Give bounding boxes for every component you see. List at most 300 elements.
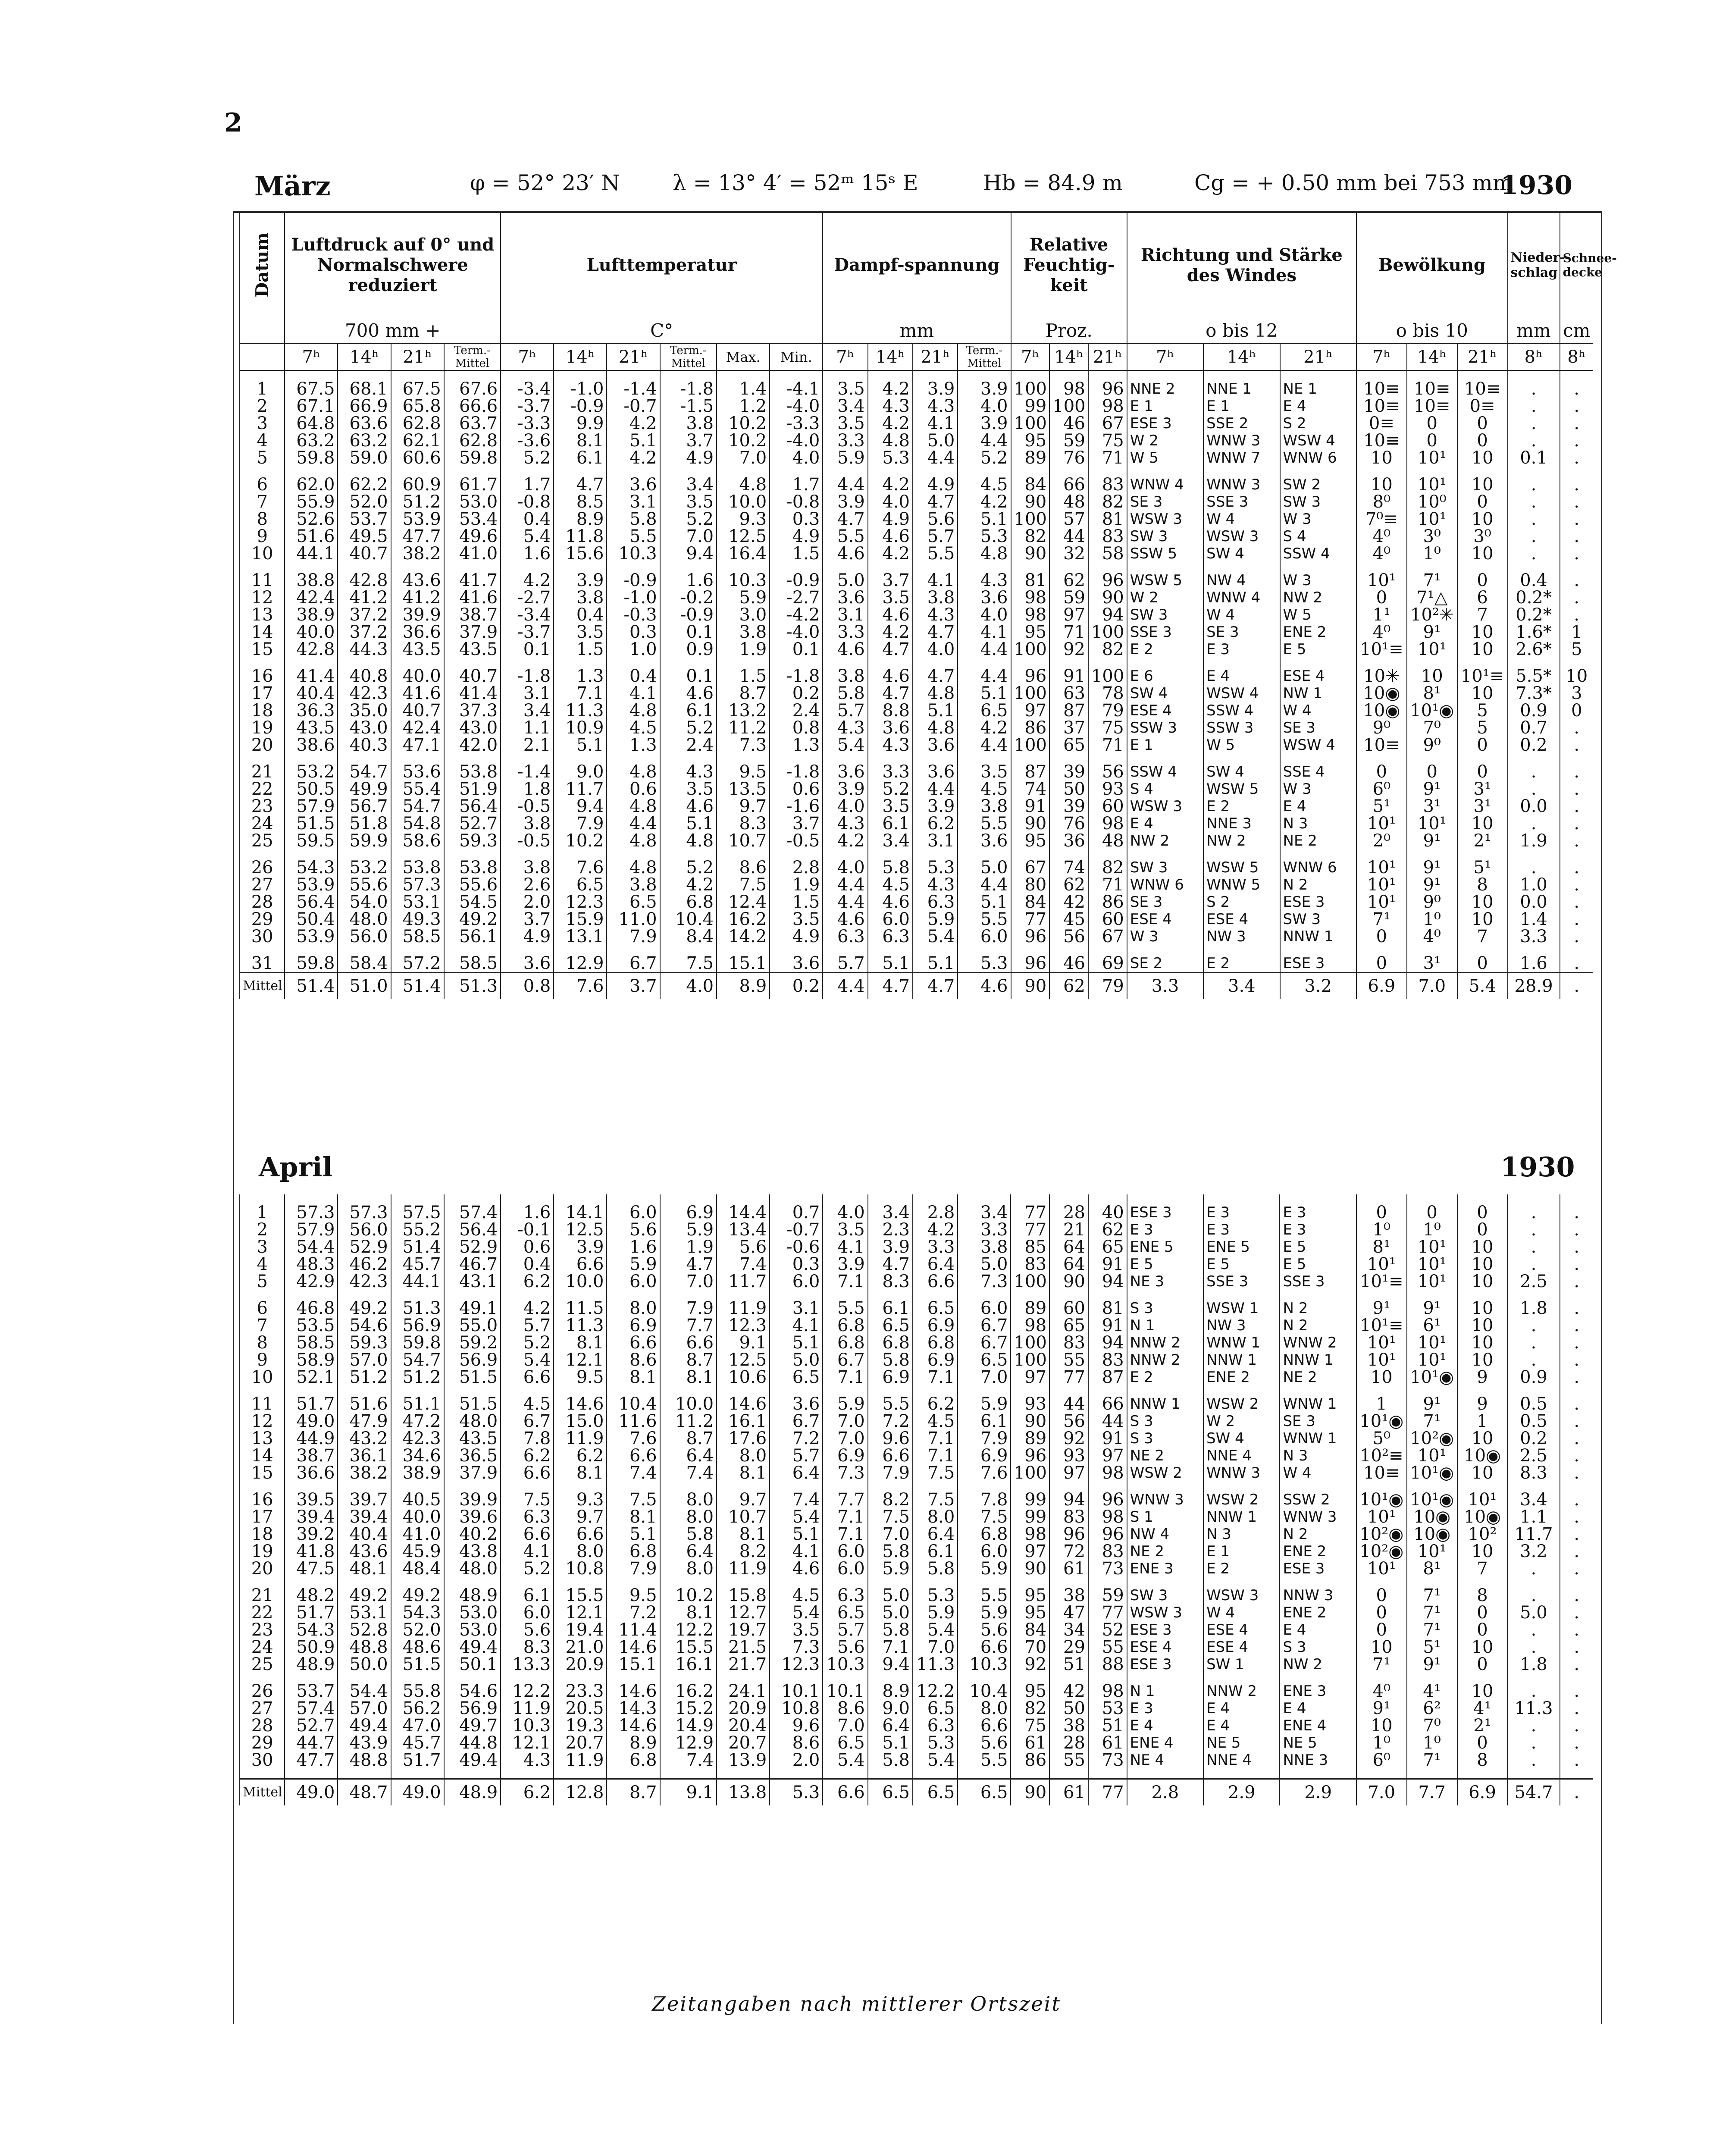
h-14: 14ʰ <box>338 344 391 370</box>
table-cell: 20 <box>240 736 285 754</box>
table-cell: 94 <box>1049 1491 1088 1508</box>
table-cell: . <box>1560 493 1593 511</box>
table-cell: 10²≡ <box>1356 1447 1407 1464</box>
table-cell: 8.1 <box>717 1526 770 1543</box>
table-cell: 26 <box>240 1683 285 1700</box>
table-cell: 38.7 <box>444 606 501 624</box>
table-cell: 10◉ <box>1457 1447 1508 1464</box>
table-cell: . <box>1560 893 1593 911</box>
table-cell: 0.4 <box>607 667 660 685</box>
table-cell: . <box>1560 1300 1593 1317</box>
table-cell: 6⁰ <box>1356 1752 1407 1769</box>
table-cell: 96 <box>1049 1526 1088 1543</box>
table-cell: 50.5 <box>285 780 338 798</box>
table-cell: 3.6 <box>823 763 867 780</box>
table-cell: 0.5 <box>1507 1395 1560 1413</box>
table-cell: 58.4 <box>338 955 391 973</box>
mean-row <box>240 973 1593 1000</box>
table-cell: 4.1 <box>770 1317 823 1334</box>
table-cell: 98 <box>1049 380 1088 398</box>
table-cell: 52.0 <box>338 493 391 511</box>
table-cell: . <box>1507 1587 1560 1604</box>
table-cell: 10¹ <box>1407 1238 1457 1256</box>
table-cell: 43.1 <box>444 1273 501 1290</box>
table-cell: 15 <box>240 641 285 658</box>
table-cell: . <box>1560 1587 1593 1604</box>
spacer-cell <box>607 1769 660 1779</box>
spacer-cell <box>1203 1673 1280 1683</box>
table-cell: -3.3 <box>770 415 823 432</box>
table-cell: 8.3 <box>868 1273 913 1290</box>
table-cell: 3.5 <box>868 589 913 606</box>
table-cell: WNW 6 <box>1127 876 1203 893</box>
table-cell: 51.7 <box>391 1752 444 1769</box>
table-cell: 5¹ <box>1457 859 1508 876</box>
table-cell: 40.7 <box>338 545 391 562</box>
table-cell: 5.9 <box>823 449 867 467</box>
table-cell: 11.9 <box>717 1300 770 1317</box>
table-cell: 37.3 <box>444 702 501 719</box>
table-cell: . <box>1560 589 1593 606</box>
table-cell: WNW 6 <box>1280 859 1356 876</box>
table-cell: 48.0 <box>444 1413 501 1430</box>
table-cell: 0 <box>1560 702 1593 719</box>
table-cell: 10 <box>1356 1717 1407 1734</box>
table-cell: E 1 <box>1127 736 1203 754</box>
table-cell: 28 <box>1049 1734 1088 1752</box>
table-cell: 58.5 <box>444 955 501 973</box>
table-cell: 4.4 <box>958 667 1011 685</box>
table-cell: 3.5 <box>770 1621 823 1639</box>
table-cell: 48.4 <box>391 1560 444 1577</box>
table-cell: 4.3 <box>501 1752 554 1769</box>
table-cell: 0.4 <box>554 606 607 624</box>
table-cell: 53.9 <box>285 876 338 893</box>
table-cell: 55.6 <box>338 876 391 893</box>
table-cell: 46.8 <box>285 1300 338 1317</box>
table-cell: 4.8 <box>717 476 770 493</box>
table-cell: NE 5 <box>1280 1734 1356 1752</box>
table-cell: 5.1 <box>660 815 717 832</box>
table-cell: 51.4 <box>391 973 444 1000</box>
table-cell: 4.2 <box>823 832 867 849</box>
table-cell: 48.8 <box>338 1752 391 1769</box>
table-cell: 4 <box>240 432 285 449</box>
table-cell: 7¹ <box>1407 1413 1457 1430</box>
table-cell: 6.6 <box>554 1256 607 1273</box>
table-cell: . <box>1560 1543 1593 1560</box>
table-cell: 3.2 <box>1280 973 1356 1000</box>
table-cell: 71 <box>1088 449 1127 467</box>
table-cell: 3.6 <box>823 589 867 606</box>
table-cell: S 2 <box>1280 415 1356 432</box>
table-cell: 49.9 <box>338 780 391 798</box>
table-cell: 6.6 <box>868 1447 913 1464</box>
table-cell: 0.0 <box>1508 798 1560 815</box>
table-cell: W 2 <box>1127 589 1203 606</box>
table-cell: 63.6 <box>338 415 391 432</box>
table-cell: 6.7 <box>958 1334 1011 1351</box>
table-cell: 10.3 <box>717 572 770 589</box>
group-gap <box>240 1386 1593 1395</box>
table-cell: 4.7 <box>868 685 913 702</box>
table-cell: 10.2 <box>554 832 607 849</box>
header-height: Hb = 84.9 m <box>983 170 1123 195</box>
table-cell: 56.4 <box>285 893 338 911</box>
table-cell: 10 <box>1457 545 1508 562</box>
table-cell: 37.9 <box>444 1464 501 1482</box>
table-cell: 7.6 <box>554 859 607 876</box>
table-cell: 14.6 <box>607 1639 660 1656</box>
table-cell: . <box>1508 415 1560 432</box>
table-cell: 95 <box>1011 1683 1049 1700</box>
spacer-cell <box>770 1769 823 1779</box>
table-cell: 58.6 <box>391 832 444 849</box>
table-cell: 21 <box>240 1587 285 1604</box>
table-cell: 56 <box>1088 763 1127 780</box>
table-cell: 53.2 <box>338 859 391 876</box>
table-cell: 6.9 <box>1457 1779 1508 1806</box>
table-cell: 81 <box>1088 1300 1127 1317</box>
table-cell: 6.8 <box>607 1543 660 1560</box>
table-cell: 6.1 <box>868 1300 913 1317</box>
table-cell: 93 <box>1088 780 1127 798</box>
table-cell: 0 <box>1457 1221 1508 1238</box>
table-cell: 19.4 <box>554 1621 607 1639</box>
table-cell: 5.9 <box>958 1604 1011 1621</box>
header-month: März <box>254 170 331 202</box>
table-cell: 43.6 <box>338 1543 391 1560</box>
table-cell: . <box>1560 763 1593 780</box>
table-cell: 10.0 <box>717 493 770 511</box>
table-cell: 3.5 <box>868 798 913 815</box>
table-cell: 4.2 <box>501 1300 554 1317</box>
table-cell: -0.9 <box>607 572 660 589</box>
table-cell: 6.4 <box>660 1543 717 1560</box>
table-cell: 6.6 <box>958 1717 1011 1734</box>
table-cell: 5.7 <box>913 528 958 545</box>
table-cell: 0.7 <box>1508 719 1560 736</box>
table-cell: 12.7 <box>717 1604 770 1621</box>
table-cell: 0.3 <box>607 624 660 641</box>
table-cell: 62.0 <box>285 476 338 493</box>
table-cell: S 3 <box>1127 1413 1203 1430</box>
table-cell: 7.4 <box>770 1491 823 1508</box>
table-cell: N 2 <box>1280 1526 1356 1543</box>
table-cell: 83 <box>1049 1334 1088 1351</box>
table-cell: ESE 4 <box>1127 911 1203 928</box>
table-cell: 0.2* <box>1508 606 1560 624</box>
table-cell: 6.9 <box>913 1351 958 1369</box>
table-cell: 7.9 <box>660 1300 717 1317</box>
table-cell: 57.4 <box>285 1700 338 1717</box>
table-cell: 5.0 <box>958 859 1011 876</box>
table-cell: 39.6 <box>444 1508 501 1526</box>
table-cell: 100 <box>1011 685 1050 702</box>
table-row <box>240 798 1593 815</box>
table-cell: 43.6 <box>391 572 444 589</box>
table-cell: SE 3 <box>1280 719 1356 736</box>
table-cell: 56.0 <box>338 928 391 945</box>
table-cell: 2¹ <box>1457 1717 1508 1734</box>
table-cell: 41.2 <box>338 589 391 606</box>
table-cell: 67.1 <box>285 398 338 415</box>
table-cell: 10 <box>1356 449 1407 467</box>
table-row <box>240 928 1593 945</box>
table-cell: 44 <box>1088 1413 1127 1430</box>
table-cell: 51.5 <box>285 815 338 832</box>
table-cell: W 3 <box>1127 928 1203 945</box>
table-cell: 7 <box>1457 1560 1508 1577</box>
table-cell: 11.8 <box>554 528 607 545</box>
table-cell: 83 <box>1049 1508 1088 1526</box>
table-cell: 66.6 <box>444 398 501 415</box>
table-cell: 65.8 <box>391 398 444 415</box>
table-cell: 13.4 <box>717 1221 770 1238</box>
table-cell: ESE 4 <box>1203 1621 1280 1639</box>
table-cell: 5 <box>1457 702 1508 719</box>
table-cell: 54.3 <box>285 859 338 876</box>
table-cell: 11 <box>240 572 285 589</box>
table-cell: 5⁰ <box>1356 1430 1407 1447</box>
table-cell: 8.6 <box>770 1734 823 1752</box>
table-cell: 54.8 <box>391 815 444 832</box>
table-cell: 5.5 <box>913 545 958 562</box>
table-cell: 10¹ <box>1407 1273 1457 1290</box>
table-cell: 10◉ <box>1457 1508 1508 1526</box>
table-cell: 4.3 <box>660 763 717 780</box>
table-cell: -1.0 <box>607 589 660 606</box>
table-cell: 68.1 <box>338 380 391 398</box>
table-cell: 100 <box>1011 1351 1049 1369</box>
table-cell: 3.8 <box>554 589 607 606</box>
table-cell: 0.1 <box>1508 449 1560 467</box>
table-cell: 55.0 <box>444 1317 501 1334</box>
table-cell: 9.7 <box>717 798 770 815</box>
table-cell: WSW 5 <box>1203 780 1280 798</box>
table-cell: 3.8 <box>958 1238 1011 1256</box>
table-cell: WNW 2 <box>1280 1334 1356 1351</box>
table-cell: 98 <box>1088 1464 1127 1482</box>
table-cell: NNE 4 <box>1203 1447 1280 1464</box>
table-cell: E 4 <box>1280 798 1356 815</box>
april-title: April <box>259 1151 333 1183</box>
table-cell: 5.4 <box>913 1752 958 1769</box>
table-cell: 58.5 <box>391 928 444 945</box>
table-cell: 20.9 <box>717 1700 770 1717</box>
table-cell: 3.4 <box>823 398 867 415</box>
table-cell: 0 <box>1407 432 1457 449</box>
table-cell: S 2 <box>1203 893 1280 911</box>
table-cell: 10¹ <box>1356 572 1407 589</box>
table-cell: 10.8 <box>770 1700 823 1717</box>
spacer-cell <box>1127 1194 1203 1204</box>
table-cell: 1.9 <box>1508 832 1560 849</box>
table-cell: 16.4 <box>717 545 770 562</box>
table-cell: SSW 3 <box>1203 719 1280 736</box>
table-cell: N 2 <box>1280 1300 1356 1317</box>
table-cell: 9¹ <box>1407 780 1457 798</box>
table-cell: 4.2 <box>868 380 913 398</box>
table-cell: 6.4 <box>868 1717 913 1734</box>
h-21: 21ʰ <box>391 344 444 370</box>
table-cell: . <box>1560 719 1593 736</box>
table-cell: 5.2 <box>958 449 1011 467</box>
table-cell: 1⁰ <box>1407 545 1457 562</box>
spacer-cell <box>240 1769 285 1779</box>
table-cell: 19.3 <box>554 1717 607 1734</box>
table-cell: 4.8 <box>607 702 660 719</box>
table-row <box>240 415 1593 432</box>
table-cell: 4.7 <box>823 511 867 528</box>
spacer-cell <box>660 1769 717 1779</box>
table-cell: 9¹ <box>1356 1700 1407 1717</box>
table-cell: 5.6 <box>958 1621 1011 1639</box>
table-cell: 3.6 <box>770 1395 823 1413</box>
table-row <box>240 893 1593 911</box>
table-cell: 15.1 <box>607 1656 660 1673</box>
table-cell: 15.6 <box>554 545 607 562</box>
table-cell: 15.2 <box>660 1700 717 1717</box>
table-cell: 2.6* <box>1508 641 1560 658</box>
table-cell: 52.1 <box>285 1369 338 1386</box>
h-14: 14ʰ <box>868 344 913 370</box>
table-cell: 53.4 <box>444 511 501 528</box>
table-cell: S 4 <box>1127 780 1203 798</box>
table-cell: W 4 <box>1203 511 1280 528</box>
table-cell: 4.6 <box>823 641 867 658</box>
table-cell: 3¹ <box>1457 798 1508 815</box>
table-cell: 10.2 <box>717 415 770 432</box>
table-cell: 4.8 <box>607 832 660 849</box>
table-cell: 1.4 <box>717 380 770 398</box>
table-cell: 7¹ <box>1356 1656 1407 1673</box>
table-cell: N 2 <box>1280 1317 1356 1334</box>
table-cell: 38.2 <box>391 545 444 562</box>
table-cell: 43.8 <box>444 1543 501 1560</box>
table-cell: 5.3 <box>868 449 913 467</box>
table-cell: 44.1 <box>391 1273 444 1290</box>
table-cell: -4.0 <box>770 398 823 415</box>
table-cell: 7.5 <box>660 955 717 973</box>
table-cell: 47.5 <box>285 1560 338 1577</box>
table-cell: E 5 <box>1203 1256 1280 1273</box>
table-cell: . <box>1560 1204 1593 1221</box>
table-cell: 2.5 <box>1507 1447 1560 1464</box>
table-cell: 3.9 <box>958 380 1011 398</box>
table-cell: E 3 <box>1203 1204 1280 1221</box>
table-cell: 88 <box>1088 1656 1127 1673</box>
table-cell: 6.8 <box>958 1526 1011 1543</box>
table-cell: 44.3 <box>338 641 391 658</box>
unit-schnee: cm <box>1560 318 1593 344</box>
table-cell: 6¹ <box>1407 1317 1457 1334</box>
table-cell: ESE 4 <box>1280 667 1356 685</box>
table-cell: . <box>1507 1683 1560 1700</box>
table-cell: 5.9 <box>958 1560 1011 1577</box>
table-cell: 7.0 <box>717 449 770 467</box>
table-cell: 11.9 <box>554 1752 607 1769</box>
table-cell: 5.5* <box>1508 667 1560 685</box>
table-cell: 5.8 <box>868 859 913 876</box>
table-cell: -2.7 <box>501 589 554 606</box>
table-cell: 74 <box>1049 859 1088 876</box>
table-cell: 4 <box>240 1256 285 1273</box>
table-cell: N 1 <box>1127 1317 1203 1334</box>
table-cell: 93 <box>1011 1395 1049 1413</box>
table-cell: 12.3 <box>554 893 607 911</box>
table-cell: 0 <box>1457 1621 1508 1639</box>
table-row <box>240 1334 1593 1351</box>
table-cell: SSE 4 <box>1280 763 1356 780</box>
table-cell: 47.7 <box>391 528 444 545</box>
table-cell: WNW 1 <box>1280 1395 1356 1413</box>
footer-note: Zeitangaben nach mittlerer Ortszeit <box>652 1992 1061 2015</box>
table-cell: 10¹ <box>1356 1351 1407 1369</box>
table-cell: 6.5 <box>913 1700 958 1717</box>
table-cell: 49.7 <box>444 1717 501 1734</box>
table-cell: 1.9 <box>770 876 823 893</box>
table-cell: . <box>1560 449 1593 467</box>
table-cell: ENE 3 <box>1280 1683 1356 1700</box>
table-cell: 5.7 <box>823 955 867 973</box>
table-row <box>240 685 1593 702</box>
table-cell: 2.1 <box>501 736 554 754</box>
table-cell: 6.2 <box>501 1273 554 1290</box>
table-cell: 9.4 <box>554 798 607 815</box>
table-cell: 14 <box>240 1447 285 1464</box>
table-cell: 51.5 <box>444 1369 501 1386</box>
table-cell: 57.5 <box>391 1204 444 1221</box>
table-cell: 51.1 <box>391 1395 444 1413</box>
table-cell: 10 <box>1457 511 1508 528</box>
table-cell: 24.1 <box>717 1683 770 1700</box>
table-cell: 8.7 <box>660 1351 717 1369</box>
table-cell: 10 <box>1457 1238 1508 1256</box>
table-cell: 62.2 <box>338 476 391 493</box>
table-row <box>240 449 1593 467</box>
table-cell: 5.7 <box>770 1447 823 1464</box>
table-cell: 20.9 <box>554 1656 607 1673</box>
table-cell: 5.3 <box>913 859 958 876</box>
table-row <box>240 589 1593 606</box>
table-cell: 11.3 <box>913 1656 958 1673</box>
table-cell: 10¹◉ <box>1407 702 1457 719</box>
table-cell: 15.0 <box>554 1413 607 1430</box>
table-cell: -1.4 <box>501 763 554 780</box>
h-term: Term.-Mittel <box>958 344 1011 370</box>
table-cell: 3.3 <box>958 1221 1011 1238</box>
table-cell: 21 <box>1049 1221 1088 1238</box>
spacer-cell <box>1203 1577 1280 1587</box>
table-cell: 4.4 <box>823 893 867 911</box>
table-cell: . <box>1560 1526 1593 1543</box>
table-cell: 62.8 <box>444 432 501 449</box>
table-cell: SSW 3 <box>1127 719 1203 736</box>
table-cell: 54.7 <box>391 798 444 815</box>
table-cell: 1.3 <box>607 736 660 754</box>
table-cell: 12.9 <box>554 955 607 973</box>
table-cell: 10◉ <box>1356 685 1407 702</box>
table-cell: W 3 <box>1280 780 1356 798</box>
table-cell: 1 <box>1457 1413 1508 1430</box>
table-cell: 5.1 <box>913 702 958 719</box>
table-cell: WNW 3 <box>1203 1464 1280 1482</box>
table-cell: 3.9 <box>554 572 607 589</box>
table-cell: 6 <box>240 1300 285 1317</box>
table-cell: 40.4 <box>338 1526 391 1543</box>
table-cell: 48.0 <box>338 911 391 928</box>
